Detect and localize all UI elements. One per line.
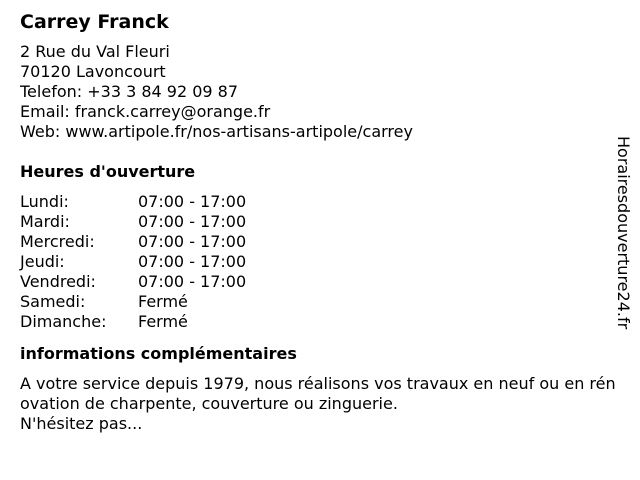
hours-row-thursday: [20, 252, 620, 272]
address-city: 70120 Lavoncourt: [20, 62, 166, 81]
day-label: Lundi:: [20, 192, 69, 211]
website: Web: www.artipole.fr/nos-artisans-artipole/carrey: [20, 122, 413, 141]
site-watermark: Horairesdouverture24.fr: [614, 136, 633, 330]
additional-info-cta: N'hésitez pas...: [20, 414, 143, 433]
hours-row-wednesday: [20, 232, 620, 252]
day-hours: Fermé: [138, 312, 188, 331]
address-street: 2 Rue du Val Fleuri: [20, 42, 170, 61]
day-hours: 07:00 - 17:00: [138, 212, 247, 231]
day-label: Jeudi:: [20, 252, 65, 271]
business-card: [20, 10, 620, 434]
additional-info-text: A votre service depuis 1979, nous réalisons vos travaux en neuf ou en rénovation de charpente, couverture ou zinguerie.: [20, 374, 616, 413]
additional-info-heading: informations complémentaires: [20, 344, 297, 363]
opening-hours-heading: Heures d'ouverture: [20, 162, 196, 181]
opening-hours-list: [20, 192, 620, 332]
day-label: Mercredi:: [20, 232, 95, 251]
day-label: Vendredi:: [20, 272, 96, 291]
email-address: Email: franck.carrey@orange.fr: [20, 102, 271, 121]
phone-number: Telefon: +33 3 84 92 09 87: [20, 82, 239, 101]
hours-row-tuesday: [20, 212, 620, 232]
hours-row-friday: [20, 272, 620, 292]
day-hours: 07:00 - 17:00: [138, 232, 247, 251]
business-name: Carrey Franck: [20, 11, 169, 33]
hours-row-saturday: [20, 292, 620, 312]
hours-row-monday: [20, 192, 620, 212]
day-hours: 07:00 - 17:00: [138, 272, 247, 291]
hours-row-sunday: [20, 312, 620, 332]
day-hours: Fermé: [138, 292, 188, 311]
day-hours: 07:00 - 17:00: [138, 252, 247, 271]
day-hours: 07:00 - 17:00: [138, 192, 247, 211]
day-label: Mardi:: [20, 212, 70, 231]
day-label: Dimanche:: [20, 312, 107, 331]
day-label: Samedi:: [20, 292, 86, 311]
